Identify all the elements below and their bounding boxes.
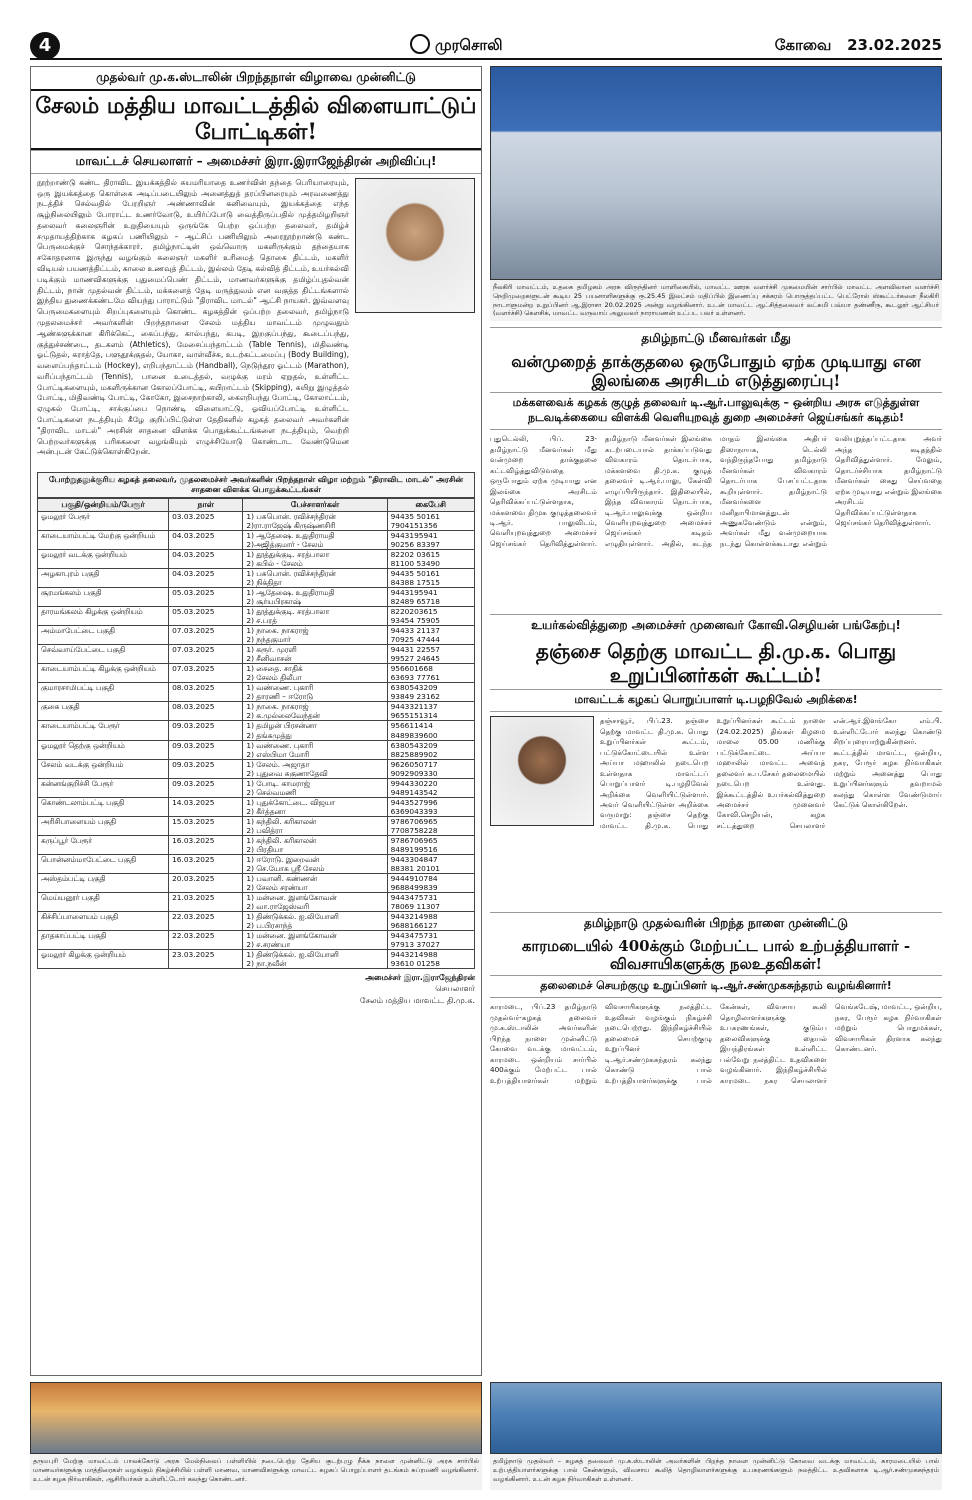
story1-headline: சேலம் மத்திய மாவட்டத்தில் விளையாட்டுப் போட்டிகள்! — [31, 89, 481, 150]
table-row — [38, 873, 475, 892]
milk-cans-caption: தமிழ்நாடு முதல்வர் – கழகத் தலைவர் மு.க.ஸ்டாலின் அவர்களின் பிறந்த நாளை முன்னிட்டு கோவை வடக்கு மாவட்டம், காரமடையில் பால் உற்பத்தியாளர்களுக்கு பால் கேன்களும், விவசாய கூலித் தொழிலாளர்களுக்கு உபகரணங்களும் நலத்திட்ட உதவிகளாக டி.ஆர்.சண்முகசுந்தரம் வழங்கினார். உடன் கழக நிர்வாகிகள் உள்ளனர். — [490, 1454, 942, 1490]
table-cell: ஓமலூர் வடக்கு ஒன்றியம் — [38, 549, 169, 568]
milk-cans-photo — [490, 1382, 942, 1454]
table-header: கைபேசி — [387, 498, 474, 511]
story-thanjavur — [490, 614, 942, 908]
table-cell: 1) பசுபொன். ரவிச்சந்திரன் 2) நிக்திதா — [243, 568, 387, 587]
table-cell: மெய்யனூர் பகுதி — [38, 893, 169, 912]
table-cell: 1) கந்திலி. கரிகாலன் 2) பிரதியா — [243, 835, 387, 854]
table-cell: 1) ஆதேஷை. உதுதிராமதி 2) சூர்யபிரகாஷ் — [243, 588, 387, 607]
table-cell: 08.03.2025 — [169, 702, 243, 721]
table-row — [38, 702, 475, 721]
table-cell: 1) நாகை. நாகராஜ் 2) க.முல்லைவேந்தன் — [243, 702, 387, 721]
table-row — [38, 549, 475, 568]
table-cell: 04.03.2025 — [169, 530, 243, 549]
table-row — [38, 893, 475, 912]
table-cell: காடையாம்பட்டி பேரூர் — [38, 721, 169, 740]
table-cell: 1) சேலம். அஜாதா 2) புதுவை சுகுணாதேவி — [243, 759, 387, 778]
table-cell: 1) தூத்துக்குடி. சரத்பாலா 2) கபில் - சேலம் — [243, 549, 387, 568]
scooter-distribution-photo — [490, 66, 942, 280]
table-cell: 09.03.2025 — [169, 759, 243, 778]
story2-headline: வன்முறைத் தாக்குதலை ஒருபோதும் ஏற்க முடியாது என இலங்கை அரசிடம் எடுத்துரைப்பு! — [511, 352, 921, 391]
story4-kicker: தமிழ்நாடு முதல்வரின் பிறந்த நாளை முன்னிட்டு — [584, 916, 848, 931]
table-cell: காடையாம்பட்டி கிழக்கு ஒன்றியம் — [38, 664, 169, 683]
table-cell: 1) கரூர். முரளி 2) சீனிவாசன் — [243, 645, 387, 664]
table-row — [38, 683, 475, 702]
table-row — [38, 797, 475, 816]
table-cell: 1) நாகை. நாகராஜ் 2) நந்தகுமார் — [243, 626, 387, 645]
table-cell: ஓமலூர் தெற்கு ஒன்றியம் — [38, 740, 169, 759]
table-cell: 9944330220 9489143542 — [387, 778, 474, 797]
table-cell: 16.03.2025 — [169, 835, 243, 854]
table-row — [38, 588, 475, 607]
story2-body: புதுடெல்லி, பிப். 23- தமிழ்நாட்டு மீனவர்கள் மீது வன்முறை தாக்குதலை கட்டவிழ்த்துவிடுவதை ஒருபோதும் ஏற்க முடியாது என இலங்கை அரசிடம் தெரிவிக்கப்பட்டுள்ளதாக, மக்களவை திமுக குழுத்தலைவர் டி.ஆர். பாலுவிடம், வெளியுறவுத்துறை அமைச்சர் ஜெய்சங்கர் தெரிவித்துள்ளார். தமிழ்நாடு மீனவர்கள் இலங்கை கடற்படையால் தாக்கப்படுவது விவகாரம் தொடர்பாக, மக்களவை தி.மு.க. குழுத் தலைவர் டி.ஆர்.பாலு, கேள்வி எழுப்பியிருந்தார். இதிலையில், இந்த விவகாரம் தொடர்பாக, டி.ஆர்.பாலுவுக்கு ஒன்றிய வெளியுறவுத்துறை அமைச்சர் ஜெய்சங்கர் கடிதம் எழுதியுள்ளார். அதில், கடந்த மாதம் இலங்கை அதிபர் திஸாநாயக, டெல்லி வந்திருந்தபோது தமிழ்நாடு மீனவர்கள் விவகாரம் தொடர்பாக பேசப்பட்டதாக கூறியுள்ளார். தமிழ்நாட்டு மீனவர்களை மனிதாபிமானத்துடன் அணுகவேண்டும் என்றும், அவர்கள் மீது வன்முறையாக நடந்து கொள்ளக்கூடாது என்றும் வலியுறுத்தப்பட்டதாக அவர் அந்த கடிதத்தில் தெரிவித்துள்ளார். மேலும், தொடர்ச்சியாக தமிழ்நாட்டு மீனவர்கள் கைது செய்வதை ஏற்க முடியாது என்றும் இலங்கை அரசிடம் தெரிவிக்கப்பட்டுள்ளதாக ஜெய்சங்கர் தெரிவித்துள்ளார். — [490, 434, 942, 548]
table-row — [38, 511, 475, 530]
dateline — [775, 36, 942, 56]
right-column — [490, 66, 942, 1376]
table-row — [38, 607, 475, 626]
table-cell: 1) ஈரோடு. இறைவன் 2) செ.யோக ஸ்ரீ சேலம் — [243, 854, 387, 873]
table-cell: 9443475731 78069 11307 — [387, 893, 474, 912]
table-cell: 04.03.2025 — [169, 549, 243, 568]
table-cell: 82202 03615 81100 53490 — [387, 549, 474, 568]
story-karamadai — [490, 912, 942, 1148]
table-cell: 05.03.2025 — [169, 607, 243, 626]
table-cell: 04.03.2025 — [169, 568, 243, 587]
meetings-table-title: போற்றுதலுக்குரிய கழகத் தலைவர், முதலமைச்சர் அவர்களின் பிறந்தநாள் விழா மற்றும் "திராவிட மாடல்" அரசின் சாதனை விளக்க பொதுக்கூட்டங்கள் — [37, 472, 475, 498]
table-cell: 8220203615 93454 75905 — [387, 607, 474, 626]
page-number: 4 — [30, 32, 60, 60]
story3-subhead: மாவட்டக் கழகப் பொறுப்பாளர் டி.பழநிவேல் அறிக்கை! — [490, 689, 942, 712]
table-cell: அம்மாபேட்டை பகுதி — [38, 626, 169, 645]
table-cell: 1) கந்திலி. கரிகாலன் 2) பவித்ரா — [243, 816, 387, 835]
table-cell: 16.03.2025 — [169, 854, 243, 873]
table-cell: 09.03.2025 — [169, 740, 243, 759]
table-cell: 20.03.2025 — [169, 873, 243, 892]
table-cell: காடையாம்பட்டி மேற்கு ஒன்றியம் — [38, 530, 169, 549]
table-cell: 9626050717 9092909330 — [387, 759, 474, 778]
table-cell: தாரமங்கலம் கிழக்கு ஒன்றியம் — [38, 607, 169, 626]
school-tablets-photo — [30, 1382, 482, 1454]
table-cell: ஓமலூர் பேரூர் — [38, 511, 169, 530]
signature-name: அமைச்சர் இரா.இராஜேந்திரன் — [365, 973, 475, 983]
table-cell: 9443304847 88381 20101 — [387, 854, 474, 873]
table-cell: 1) திண்டுக்கல். ஐ.லியோனி 2) ப.பிரசாந்த் — [243, 912, 387, 931]
table-row — [38, 740, 475, 759]
table-cell: தாதகாப்பட்டி பகுதி — [38, 931, 169, 950]
table-cell: செவ்வாய்பேட்டை பகுதி — [38, 645, 169, 664]
table-cell: கன்னங்குறிச்சி பேரூர் — [38, 778, 169, 797]
story4-headline: காரமடையில் 400க்கும் மேற்பட்ட பால் உற்பத்தியாளர் - விவசாயிகளுக்கு நலஉதவிகள்! — [521, 937, 911, 974]
table-cell: 1) வண்ணை. புகாரி 2) தாரணி – ஈரோடு — [243, 683, 387, 702]
table-cell: 21.03.2025 — [169, 893, 243, 912]
table-cell: குமாரசாமிபட்டி பகுதி — [38, 683, 169, 702]
signature — [37, 972, 475, 1006]
table-cell: 1) பவானி. கண்ணன் 2) சேலம் சரண்யா — [243, 873, 387, 892]
table-cell: 14.03.2025 — [169, 797, 243, 816]
table-header: பேச்சாளர்கள் — [243, 498, 387, 511]
story2-kicker: தமிழ்நாட்டு மீனவர்கள் மீது — [641, 331, 791, 346]
table-cell: 1) மன்னை. இளங்கோவன் 2) வா.ராஜேஸ்வரி — [243, 893, 387, 912]
meetings-table-wrap — [31, 472, 481, 1006]
table-cell: அஸ்தம்பட்டி பகுதி — [38, 873, 169, 892]
table-row — [38, 835, 475, 854]
table-cell: 9443195941 82489 65718 — [387, 588, 474, 607]
story1-subhead: மாவட்டச் செயலாளர் – அமைச்சர் இரா.இராஜேந்திரன் அறிவிப்பு! — [31, 150, 481, 174]
table-row — [38, 530, 475, 549]
meetings-table — [37, 498, 475, 970]
milk-cans-photo-block — [490, 1382, 942, 1490]
scooter-photo-caption: நீலகிரி மாவட்டம், உதகை தமிழகம் அரசு விருந்தினர் மாளிகையில், மாவட்ட ஊரக வளர்ச்சி முகமையின் சார்பில் மாவட்ட அளவிலான வளர்ச்சி நெறிமுறைகளுடன் கூடிய 25 பயனாளிகளுக்கு ரூ.25.45 இலட்சம் மதிப்பில் இணைப்பு சக்கரம் பொருத்தப்பட்ட பெட்ரோல் ஸ்கூட்டர்களை நீலகிரி நாடாளுமன்ற உறுப்பினர் ஆ.இராசா 20.02.2025 அன்று வழங்கினார். உடன் மாவட்ட ஆட்சித்தலைவர் லட்சுமி பவ்யா தண்ணீரு, கூடலூர் ஆட்சியர் (வளர்ச்சி) கௌசிக், மாவட்ட வருவாய் அலுவலர் நாராயணன் உட்பட பலர் உள்ளனர். — [490, 280, 942, 321]
story-fishermen — [490, 327, 942, 610]
table-header: பகுதி/ஒன்றியம்/பேரூர் — [38, 498, 169, 511]
table-cell: 03.03.2025 — [169, 511, 243, 530]
table-cell: 1) சைதை. சாதிக் 2) சேலம் திலீபா — [243, 664, 387, 683]
table-cell: 956601668 63693 77761 — [387, 664, 474, 683]
table-cell: 9443527996 6369043393 — [387, 797, 474, 816]
signature-org: சேலம் மத்திய மாவட்ட தி.மு.க. — [359, 995, 475, 1005]
table-header: நாள் — [169, 498, 243, 511]
table-cell: 9444910784 9688499839 — [387, 873, 474, 892]
paper-logo-icon — [410, 34, 430, 54]
story3-kicker: உயர்கல்வித்துறை அமைச்சர் முனைவர் கோவி.செழியன் பங்கேற்பு! — [531, 618, 901, 633]
story-salem-sports — [30, 66, 482, 1376]
table-cell: 1) வண்ணை. புகாரி 2) எஸ்பிமா மோரி — [243, 740, 387, 759]
table-cell: 1) திண்டுக்கல். ஐ.லியோனி 2) நா.நவீன் — [243, 950, 387, 969]
table-cell: 1) தூத்துக்குடி. சரத்பாலா 2) ச.பரத் — [243, 607, 387, 626]
table-row — [38, 721, 475, 740]
story2-subhead: மக்களவைக் கழகக் குழுத் தலைவர் டி.ஆர்.பாலுவுக்கு – ஒன்றிய அரசு எடுத்துள்ள நடவடிக்கையை விளக்கி வெளியுறவுத் துறை அமைச்சர் ஜெய்சங்கர் கடிதம்! — [490, 392, 942, 430]
table-cell: 1) தமிழன் பிரசன்னா 2) தங்கமுத்து — [243, 721, 387, 740]
table-cell: 1) போடி. காமராஜ் 2) செல்வமணி — [243, 778, 387, 797]
table-cell: 978670696​5 7708758228 — [387, 816, 474, 835]
table-cell: கருப்பூர் பேரூர் — [38, 835, 169, 854]
table-cell: 05.03.2025 — [169, 588, 243, 607]
story1-body: நூற்றாண்டு கண்ட திராவிட இயக்கத்தில் சுயமரியாதை உணர்வின் தந்தை பெரியாரையும், ஒரு இயக்கத்தை கொள்கை அடிப்படையிலும் அனைத்துத் தரப்பினரையும் அரவணைத்து நடத்திச் செல்வதில் பேரறிஞர் அண்ணாவின் கனிவையும், இயக்கத்தை எந்த சூழ்நிலையிலும் போராட்ட உணர்வோடு, உயிர்ப்போடு வைத்திருப்பதில் முத்தமிழறிஞர் தலைவர் கலைஞரின் உறுதியையும் ஒருங்கே பெற்ற ஒப்பற்ற தலைவர், தமிழ்ச் சமுதாயத்திற்காக கழகப் பணியிலும் – ஆட்சிப் பணியிலும் அரைநூற்றாண்டு கண்ட பெருமைக்குச் சொந்தக்காரர். தமிழ்நாட்டின் ஒவ்வொரு மகளிருக்கும் தந்தையாக சகோதரனாக இருந்து வழங்கும் கலைஞர் மகளிர் உரிமைத் தொகை திட்டம், மகளிர் விடியல் பயணத்திட்டம், காலை உணவுத் திட்டம், இல்லம் தேடி கல்வித் திட்டம், உயர்கல்வி படிக்கும் மாணவிகளுக்கு புதுமைப்பெண் திட்டம், மாணவர்களுக்கு தமிழ்ப்புதல்வன் திட்டம், நான் முதல்வன் திட்டம், மக்களைத் தேடி மருத்துவம் என வகுத்த திட்டங்களால் இந்திய துணைக்கண்டமே வியந்து பாராட்டும் "திராவிட மாடல்" ஆட்சி நாயகர். இவ்வளவு பெருமைகளையும் சிறப்புகளையும் கொண்ட கழகத்தின் ஒப்பற்ற தலைவர், தமிழ்நாடு முதலமைச்சர் அவர்களின் பிறந்தநாளை சேலம் மத்திய மாவட்டம் முழுவதும் ஆண்களுக்கான கிரிக்கெட், கைப்பந்து, கால்பந்து, கபடி, இறகுப்பந்து, கூடைப்பந்து, குத்துச்சண்டை, தடகளம் (Athletics), மேசைப்பந்தாட்டம் (Table Tennis), மிதிவண்டி ஓட்டுதல், கராத்தே, பளுதூக்குதல், யோகா, வாள்வீச்சு, உடற்கட்டமைப்பு (Body Building), வளைப்பந்தாட்டம் (Hockey), எறிபந்தாட்டம் (Handball), நெடுந்தூர ஓட்டம் (Marathon), வரிப்பந்தாட்டம் (Tennis), பானை உடைத்தல், வழுக்கு மரம் ஏறுதல், உள்ளிட்ட போட்டிகளையும், மகளிருக்கான கோலப்போட்டி, கயிறாட்டம் (Skipping), கயிறு இழுத்தல் போட்டி, மிதிவண்டி போட்டி, கோகோ, இசைநாற்காலி, கைஎறிபந்து போட்டி, கோலாட்டம், ஏழுகல் போட்டி, சாக்குப்பை நொண்டி விளையாட்டு, ஓவியப்போட்டி உள்ளிட்ட போட்டிகளை நடத்தியும் கீழே குறிப்பிட்டுள்ள தேதிகளில் கழகத் தலைவர் அவர்களின் "திராவிட மாடல்" அரசின் சாதனை விளக்க பொதுக்கூட்டங்களை நடத்தியும், வெற்றி பெற்றவர்களுக்கு பரிசுகளை வழங்கியும் எழுச்சியோடு கொண்டாட வேண்டுமென அன்புடன் கேட்டுக்கொள்கிறேன். — [37, 177, 349, 457]
story4-subhead: தலைமைச் செயற்குழு உறுப்பினர் டி.ஆர்.சண்முகசுந்தரம் வழங்கினார்! — [490, 975, 942, 998]
story3-body-wrap — [490, 712, 942, 908]
table-cell: 6380543209 93849 23162 — [387, 683, 474, 702]
table-row — [38, 759, 475, 778]
date: 23.02.2025 — [847, 36, 942, 54]
table-cell: சேலம் வடக்கு ஒன்றியம் — [38, 759, 169, 778]
table-row — [38, 931, 475, 950]
table-cell: 22.03.2025 — [169, 912, 243, 931]
table-row — [38, 778, 475, 797]
table-cell: 94435 50161 84388 17515 — [387, 568, 474, 587]
table-cell: 9443214988 9688166127 — [387, 912, 474, 931]
table-cell: 1) பசுபொன். ரவிச்சந்திரன் 2)ரா.ராஜேஷ் கிருஷ்ணசிரி — [243, 511, 387, 530]
table-cell: குகை பகுதி — [38, 702, 169, 721]
school-tablets-photo-block — [30, 1382, 482, 1490]
signature-role: செயலாளர் — [435, 984, 475, 994]
table-cell: 9443195941 90256 83397 — [387, 530, 474, 549]
story3-body: தஞ்சாவூர், பிப்.23. தஞ்சை தெற்கு மாவட்ட தி.மு.க. பொது உறுப்பினர்கள் கூட்டம், பட்டுக்கோட்டையில் உள்ள அய்யா மஹாலில் நடைபெற உள்ளதாக மாவட்டப் பொறுப்பாளர் டி.பழநிவேல் அறிக்கை வெளியிட்டுள்ளார். அவர் வெளியிட்டுள்ள அறிக்கை வருமாறு: தஞ்சை தெற்கு மாவட்ட தி.மு.க. பொது உறுப்பினர்கள் கூட்டம் நாளை (24.02.2025) திங்கள் கிழமை மாலை 05.00 மணிக்கு பட்டுக்கோட்டை அய்யா மஹாலில் மாவட்ட அவைத் தலைவர் சு.ப.சேகர் தலைமையில் நடைபெற உள்ளது. இக்கூட்டத்தில் உயர்கல்வித்துறை அமைச்சர் முனைவர் கோவி.செழியன், கழக சட்டத்துறை செயலாளர் என்.ஆர்.இளங்கோ எம்.பி. உள்ளிட்டோர் கலந்து கொண்டு சிறப்புரையாற்றுகின்றனர். கூட்டத்தில் மாவட்ட, ஒன்றிய, நகர, பேரூர் கழக நிர்வாகிகள் மற்றும் அனைத்து பொது உறுப்பினர்களும் தவறாமல் கலந்து கொள்ள வேண்டுமாய் கேட்டுக் கொள்கிறேன். — [600, 716, 942, 830]
story3-headline: தஞ்சை தெற்கு மாவட்ட தி.மு.க. பொது உறுப்பினர்கள் கூட்டம்! — [535, 639, 897, 688]
table-row — [38, 950, 475, 969]
table-cell: 956611414 8489839600 — [387, 721, 474, 740]
table-cell: 1) மன்னை. இளங்கோவன் 2) ச.சரண்யா — [243, 931, 387, 950]
school-tablets-caption: தருமபுரி மேற்கு மாவட்டம் பாலக்கோடு அரசு மேல்நிலைப் பள்ளியில் நடைபெற்ற தேசிய குடற்புழு நீக்க நாளை முன்னிட்டு அரசு சார்பில் மாணவர்களுக்கு மாத்திரைகள் வழங்கும் நிகழ்ச்சியில் பள்ளி மாணவ, மாணவிகளுக்கு மாவட்ட கழகப் பொறுப்பாளர் தடங்கம் சுப்ரமணி வழங்கினார். உடன் கழக நிர்வாகிகள், ஆசிரியர்கள் உள்ளிட்டோர் கலந்து கொண்டனர். — [30, 1454, 482, 1490]
table-cell: 9443214988 93610 01258 — [387, 950, 474, 969]
table-row — [38, 626, 475, 645]
table-cell: 94433 21137 70925 47444 — [387, 626, 474, 645]
table-cell: பொன்னம்மாபேட்டை பகுதி — [38, 854, 169, 873]
table-cell: 15.03.2025 — [169, 816, 243, 835]
table-cell: 22.03.2025 — [169, 931, 243, 950]
table-row — [38, 664, 475, 683]
table-cell: 9443321137 9655151314 — [387, 702, 474, 721]
table-cell: கிச்சிப்பாளையம் பகுதி — [38, 912, 169, 931]
table-row — [38, 645, 475, 664]
table-cell: 07.03.2025 — [169, 626, 243, 645]
table-cell: கொண்டலாம்பட்டி பகுதி — [38, 797, 169, 816]
table-cell: அழகாபுரம் பகுதி — [38, 568, 169, 587]
district-secretary-portrait — [490, 716, 594, 826]
story4-body: காரமடை, பிப்.23 தமிழ்நாடு முதல்வர்-கழகத் தலைவர் மு.க.ஸ்டாலின் அவர்களின் பிறந்த நாளை முன்னிட்டு கோவை வடக்கு மாவட்டம், காரமடை ஒன்றியம் சார்பில் 400க்கும் மேற்பட்ட பால் உற்பத்தியாளர்கள் மற்றும் விவசாயிகளுக்கு நலத்திட்ட உதவிகள் வழங்கும் நிகழ்ச்சி நடைபெற்றது. இந்நிகழ்ச்சியில் தலைமைச் செயற்குழு உறுப்பினர் டி.ஆர்.சண்முகசுந்தரம் கலந்து கொண்டு பால் உற்பத்தியாளர்களுக்கு பால் கேன்கள், விவசாய கூலி தொழிலாளர்களுக்கு உபகரணங்கள், குடும்ப தலைவிகளுக்கு தையல் இயந்திரங்கள் உள்ளிட்ட பல்வேறு நலத்திட்ட உதவிகளை வழங்கினார். இந்நிகழ்ச்சியில் காரமடை நகர செயலாளர் வெங்கடேஷ், மாவட்ட, ஒன்றிய, நகர, பேரூர் கழக நிர்வாகிகள் மற்றும் பொதுமக்கள், விவசாயிகள் திரளாக கலந்து கொண்டனர். — [490, 1002, 942, 1085]
table-row — [38, 816, 475, 835]
table-cell: 978670696​5 8489199516 — [387, 835, 474, 854]
table-cell: 23.03.2025 — [169, 950, 243, 969]
table-cell: 07.03.2025 — [169, 645, 243, 664]
table-cell: சூரமங்கலம் பகுதி — [38, 588, 169, 607]
table-cell: 6380543209 8825889902 — [387, 740, 474, 759]
table-cell: 94435 50161 7904151356 — [387, 511, 474, 530]
masthead — [30, 30, 942, 60]
table-cell: 08.03.2025 — [169, 683, 243, 702]
minister-portrait — [355, 178, 475, 313]
story1-body-wrap — [31, 174, 481, 472]
table-cell: 1) ஆதேஷை. உதுதிராமதி 2)அஜித்குமார் - சேலம் — [243, 530, 387, 549]
table-cell: 94431 22557 99527 24645 — [387, 645, 474, 664]
table-cell: அரிசிபாளையம் பகுதி — [38, 816, 169, 835]
city: கோவை — [774, 36, 832, 54]
table-cell: 9443475731 97913 37027 — [387, 931, 474, 950]
table-cell: 1) புதுக்கோட்டை. விஜயா 2) கீர்த்தனா — [243, 797, 387, 816]
story1-kicker: முதல்வர் மு.க.ஸ்டாலின் பிறந்தநாள் விழாவை முன்னிட்டு — [96, 70, 416, 84]
table-cell: 09.03.2025 — [169, 778, 243, 797]
table-row — [38, 854, 475, 873]
table-cell: 09.03.2025 — [169, 721, 243, 740]
table-row — [38, 912, 475, 931]
paper-name: முரசொலி — [435, 36, 503, 54]
table-cell: ஓமலூர் கிழக்கு ஒன்றியம் — [38, 950, 169, 969]
table-row — [38, 568, 475, 587]
table-cell: 07.03.2025 — [169, 664, 243, 683]
